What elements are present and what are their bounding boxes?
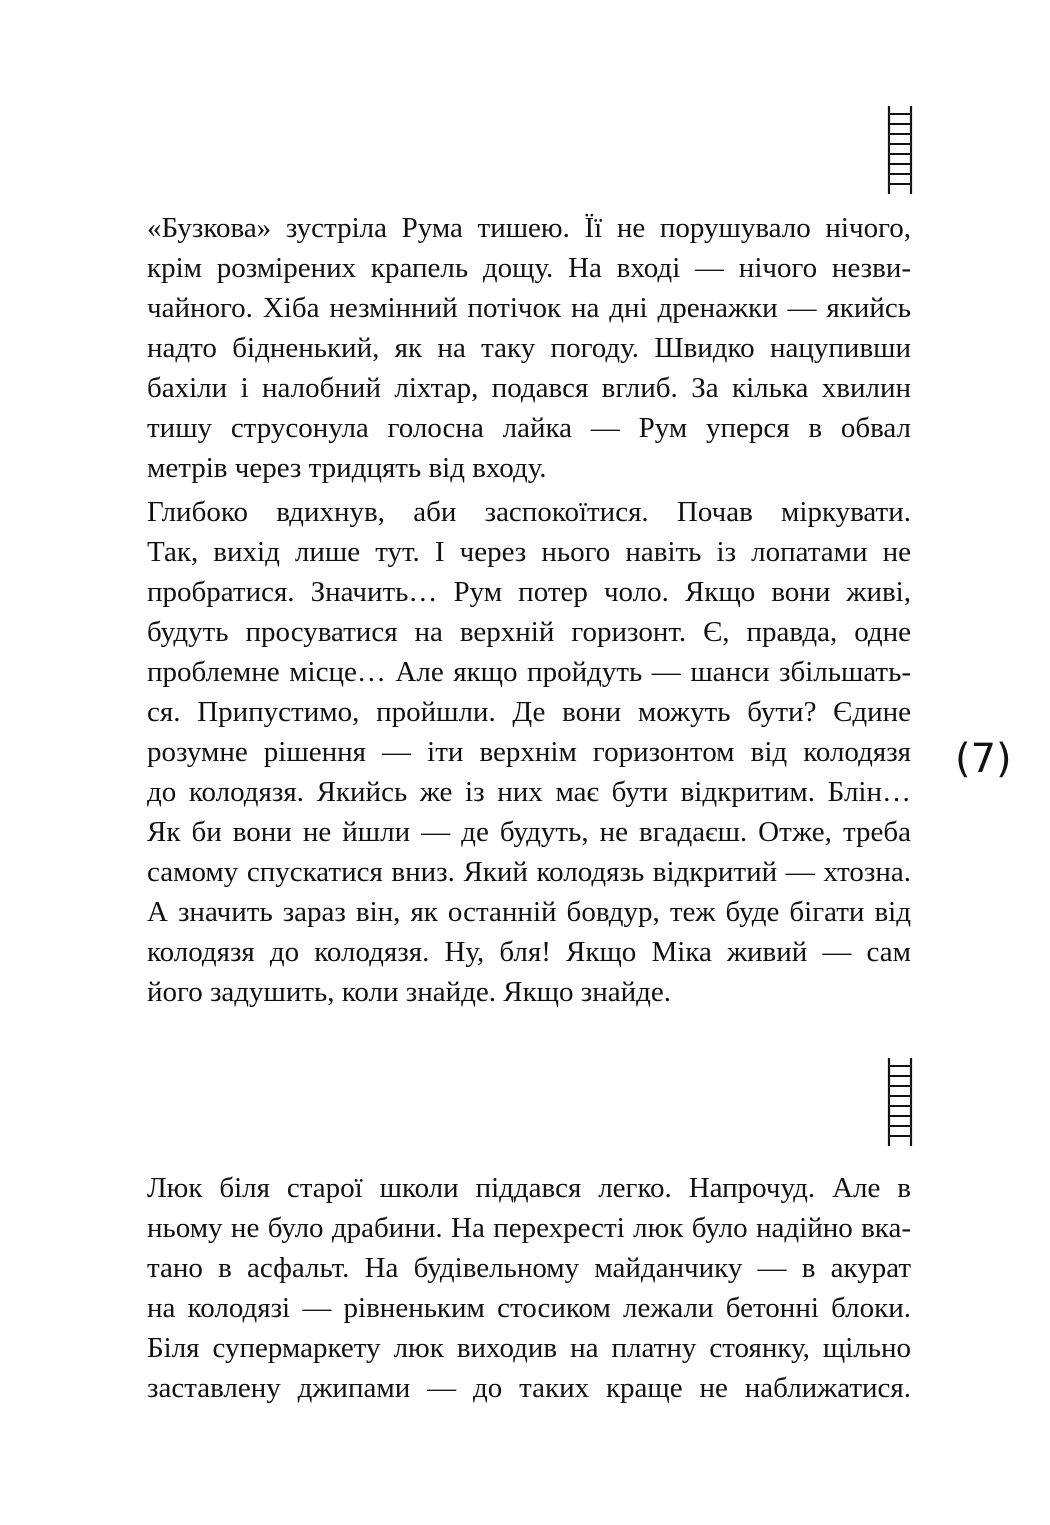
text-line: Як би вони не йшли — де будуть, не вгадаєш. Отже, треба — [147, 816, 911, 848]
paragraph — [147, 1168, 911, 1408]
text-line: А значить зараз він, як останній бовдур, теж буде бігати від — [147, 896, 911, 928]
text-line: колодязя до колодязя. Ну, бля! Якщо Міка живий — сам — [147, 936, 911, 968]
text-block-top — [147, 208, 911, 1012]
text-line: крім розмірених крапель дощу. На вході — нічого незви- — [147, 252, 911, 284]
text-line: Люк біля старої школи піддався легко. Напрочуд. Але в — [147, 1172, 911, 1204]
text-line: надто бідненький, як на таку погоду. Швидко нацупивши — [147, 332, 911, 364]
text-line: будуть просуватися на верхній горизонт. Є, правда, одне — [147, 616, 911, 648]
text-line: тано в асфальт. На будівельному майданчику — в акурат — [147, 1252, 911, 1284]
text-line: Глибоко вдихнув, аби заспокоїтися. Почав міркувати. — [147, 496, 911, 528]
text-line: ньому не було драбини. На перехресті люк було надійно вка- — [147, 1212, 911, 1244]
text-line: розумне рішення — іти верхнім горизонтом від колодязя — [147, 736, 911, 768]
text-line: метрів через тридцять від входу. — [147, 452, 547, 484]
paragraph — [147, 492, 911, 1012]
text-line: до колодязя. Якийсь же із них має бути відкритим. Блін… — [147, 776, 911, 808]
page-number: (7) — [955, 736, 1012, 782]
text-line: ся. Припустимо, пройшли. Де вони можуть бути? Єдине — [147, 696, 911, 728]
text-line: на колодязі — рівненьким стосиком лежали бетонні блоки. — [147, 1292, 911, 1324]
text-line: заставлену джипами — до таких краще не наближатися. — [147, 1372, 911, 1404]
text-line: його задушить, коли знайде. Якщо знайде. — [147, 976, 671, 1008]
ladder-ornament-icon — [886, 106, 914, 194]
text-line: «Бузкова» зустріла Рума тишею. Її не порушувало нічого, — [147, 212, 911, 244]
text-line: пробратися. Значить… Рум потер чоло. Якщо вони живі, — [147, 576, 911, 608]
text-line: самому спускатися вниз. Який колодязь відкритий — хтозна. — [147, 856, 911, 888]
text-line: проблемне місце… Але якщо пройдуть — шанси збільшать- — [147, 656, 911, 688]
text-line: бахіли і налобний ліхтар, подався вглиб. За кілька хвилин — [147, 372, 911, 404]
text-line: тишу струсонула голосна лайка — Рум уперся в обвал — [147, 412, 911, 444]
text-line: чайного. Хіба незмінний потічок на дні дренажки — якийсь — [147, 292, 911, 324]
paragraph — [147, 208, 911, 488]
text-line: Біля супермаркету люк виходив на платну стоянку, щільно — [147, 1332, 911, 1364]
text-block-bottom — [147, 1168, 911, 1408]
ladder-ornament-icon — [886, 1058, 914, 1146]
text-line: Так, вихід лише тут. І через нього навіть із лопатами не — [147, 536, 911, 568]
